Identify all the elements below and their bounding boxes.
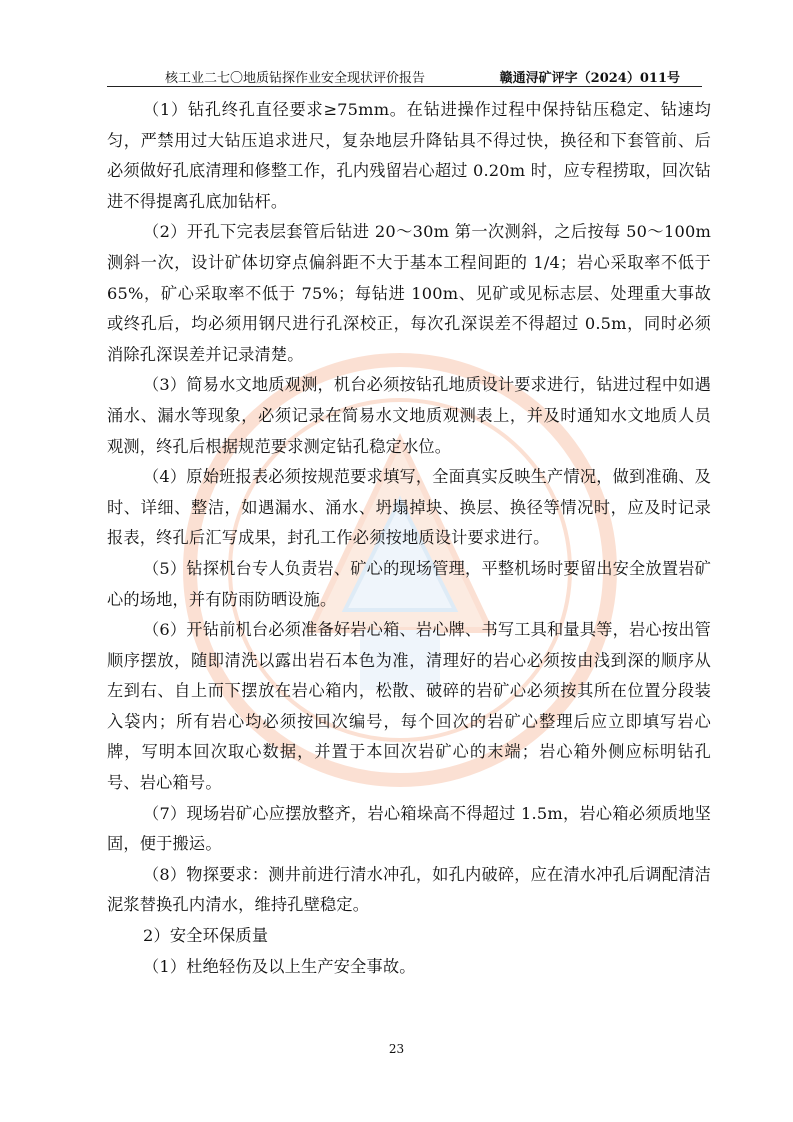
paragraph-5: （5）钻探机台专人负责岩、矿心的现场管理，平整机场时要留出安全放置岩矿心的场地，并有防雨防晒设施。 — [107, 558, 711, 609]
paragraph-8: （8）物探要求：测井前进行清水冲孔，如孔内破碎，应在清水冲孔后调配清洁泥浆替换孔内清水，维持孔壁稳定。 — [107, 864, 711, 915]
paragraph-1: （1）钻孔终孔直径要求≥75mm。在钻进操作过程中保持钻压稳定、钻速均匀，严禁用过大钻压追求进尺，复杂地层升降钻具不得过快，换径和下套管前、后必须做好孔底清理和修整工作，孔内残留岩心超过 0.20m 时，应专程捞取，回次钻进不得提离孔底加钻杆。 — [107, 100, 711, 211]
page-header — [107, 64, 702, 87]
page-number: 23 — [388, 1042, 405, 1056]
header-report-number: 赣通浔矿评字（2024）011号 — [499, 71, 680, 86]
paragraph-6: （6）开钻前机台必须准备好岩心箱、岩心牌、书写工具和量具等，岩心按出管顺序摆放，随即清洗以露出岩石本色为准，清理好的岩心必须按由浅到深的顺序从左到右、自上而下摆放在岩心箱内，松散、破碎的岩矿心必须按其所在位置分段装入袋内；所有岩心均必须按回次编号，每个回次的岩矿心整理后应立即填写岩心牌，写明本回次取心数据，并置于本回次岩矿心的末端；岩心箱外侧应标明钻孔号、岩心箱号。 — [107, 620, 711, 793]
paragraph-4: （4）原始班报表必须按规范要求填写，全面真实反映生产情况，做到准确、及时、详细、整洁，如遇漏水、涌水、坍塌掉块、换层、换径等情况时，应及时记录报表，终孔后汇写成果，封孔工作必须按地质设计要求进行。 — [107, 467, 711, 548]
paragraph-3: （3）简易水文地质观测，机台必须按钻孔地质设计要求进行，钻进过程中如遇涌水、漏水等现象，必须记录在简易水文地质观测表上，并及时通知水文地质人员观测，终孔后根据规范要求测定钻孔稳定水位。 — [107, 375, 711, 456]
paragraph-9: （1）杜绝轻伤及以上生产安全事故。 — [143, 956, 416, 976]
paragraph-2: （2）开孔下完表层套管后钻进 20～30m 第一次测斜，之后按每 50～100m 测斜一次，设计矿体切穿点偏斜距不大于基本工程间距的 1/4；岩心采取率不低于 65%，矿心采取率不低于 75%；每钻进 100m、见矿或见标志层、处理重大事故或终孔后，均必须用钢尺进行孔深校正，每次孔深误差不得超过 0.5m，同时必须消除孔深误差并记录清楚。 — [107, 222, 711, 364]
header-report-title: 核工业二七〇地质钻探作业安全现状评价报告 — [165, 71, 426, 86]
section-heading: 2）安全环保质量 — [143, 926, 269, 946]
document-body — [107, 95, 711, 982]
paragraph-7: （7）现场岩矿心应摆放整齐，岩心箱垛高不得超过 1.5m，岩心箱必须质地坚固，便于搬运。 — [107, 803, 711, 854]
